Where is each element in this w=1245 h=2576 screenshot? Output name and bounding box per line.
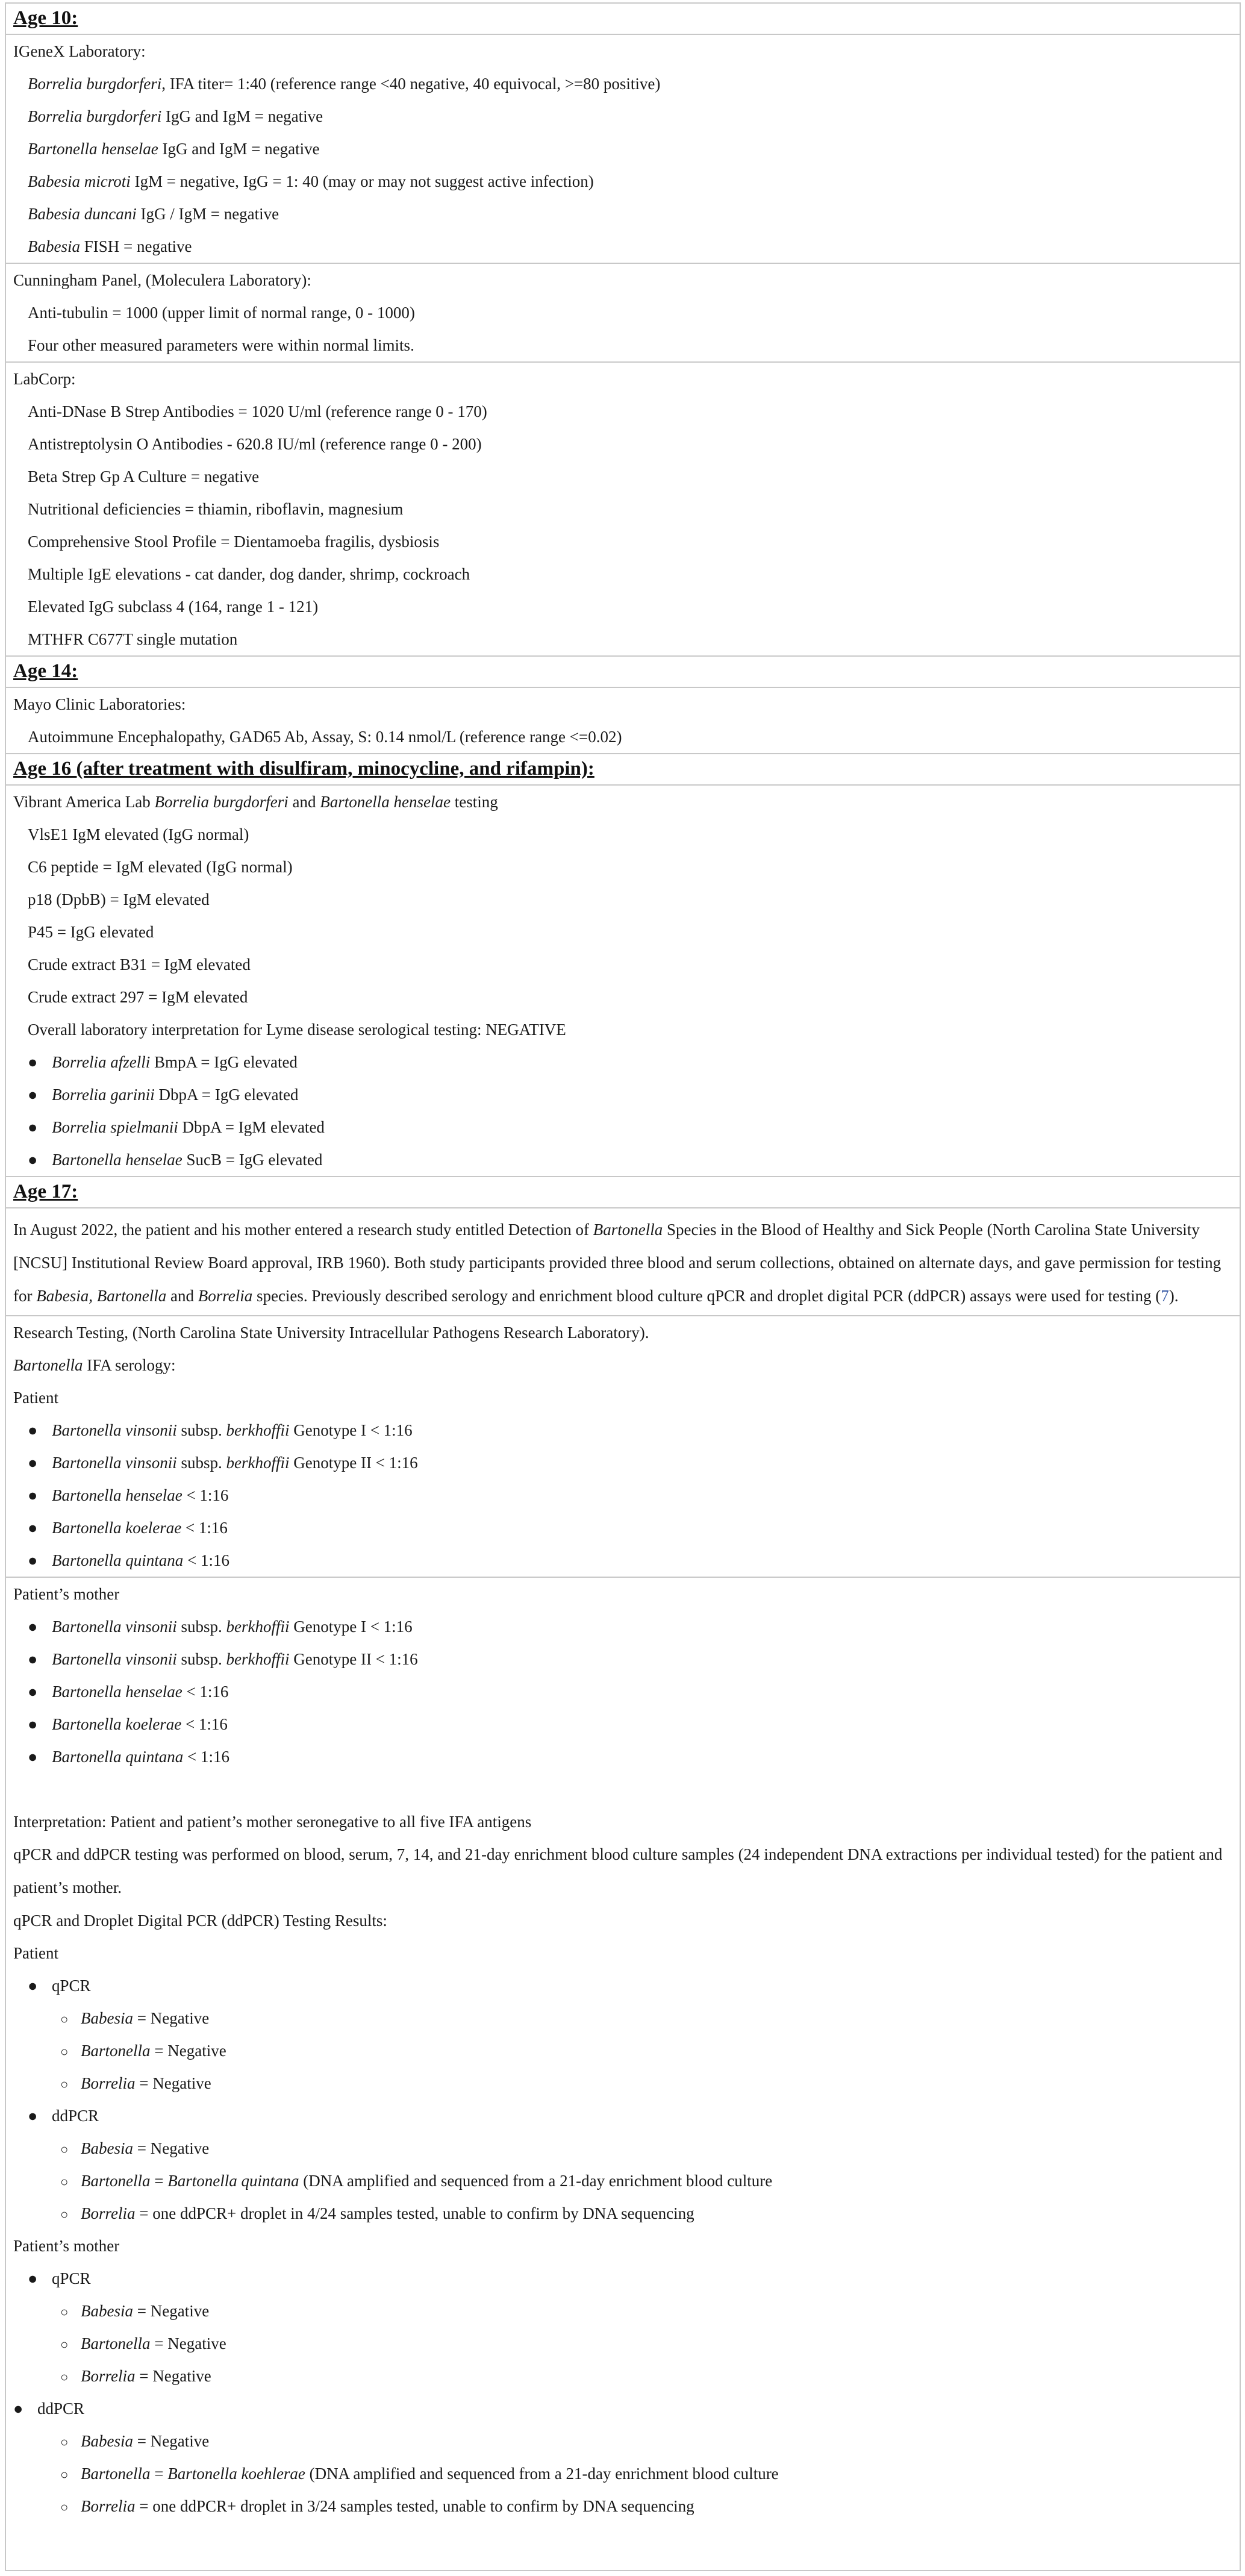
age10-heading: Age 10: [13,7,78,29]
vibrant-line: p18 (DpbB) = IgM elevated [28,890,210,908]
ifa-bullet: ● Bartonella vinsonii subsp. berkhoffii Genotype II < 1:16 [6,1446,1240,1479]
labcorp-line: Antistreptolysin O Antibodies - 620.8 IU/ml (reference range 0 - 200) [28,435,482,453]
ifa-bullet: ● Bartonella henselae < 1:16 [6,1675,1240,1708]
bullet-icon: ● [28,1118,38,1136]
study-paragraph: In August 2022, the patient and his mother entered a research study entitled Detection of Bartonella Species in the Blood of Healthy and Sick People (North Carolina State University [NCSU] Institutional Review Board approval, IRB 1960). Both study participants provided three blood and serum collections, obtained on alternate days, and gave permission for testing for Babesia, Bartonella and Borrelia species. Previously described serology and enrichment blood culture qPCR and droplet digital PCR (ddPCR) assays were used for testing (7). [13,1221,1222,1305]
mayo-title: Mayo Clinic Laboratories: [13,695,186,713]
age10-heading-row [6,4,1240,35]
labcorp-section [6,363,1240,657]
vibrant-bullet: ● Borrelia afzelli BmpA = IgG elevated [6,1046,1240,1078]
result-subitem: ○ Babesia = Negative [6,2295,1240,2327]
vibrant-line: Crude extract 297 = IgM elevated [28,988,248,1006]
ddpcr-bullet: ● ddPCR [6,2099,1240,2132]
lab-results-table [5,2,1241,2571]
bullet-icon: ● [28,1086,38,1104]
vibrant-line: Crude extract B31 = IgM elevated [28,955,251,974]
labcorp-line: Anti-DNase B Strep Antibodies = 1020 U/ml (reference range 0 - 170) [28,402,487,420]
bullet-icon: ● [13,2399,23,2418]
age17-heading-row [6,1177,1240,1208]
patient-label: Patient [13,1944,58,1962]
result-subitem: ○ Borrelia = Negative [6,2067,1240,2099]
research-patient-section [6,1316,1240,1578]
result-subitem: ○ Bartonella = Bartonella koehlerae (DNA amplified and sequenced from a 21-day enrichment blood culture [6,2457,1240,2490]
interpretation: Interpretation: Patient and patient’s mother seronegative to all five IFA antigens [13,1813,532,1831]
igenex-line-3: Bartonella henselae IgG and IgM = negative [28,140,320,158]
circle-bullet-icon: ○ [60,2012,69,2027]
age16-heading: Age 16 (after treatment with disulfiram, minocycline, and rifampin): [13,758,594,780]
vibrant-line: P45 = IgG elevated [28,923,154,941]
bullet-icon: ● [28,1977,38,1995]
circle-bullet-icon: ○ [60,2304,69,2319]
ifa-bullet: ● Bartonella quintana < 1:16 [6,1544,1240,1577]
vibrant-section [6,786,1240,1177]
bullet-icon: ● [28,2107,38,2125]
bullet-icon: ● [28,1421,38,1439]
cunningham-section [6,264,1240,363]
labcorp-title: LabCorp: [13,370,76,388]
bullet-icon: ● [28,1454,38,1472]
result-subitem: ○ Borrelia = one ddPCR+ droplet in 4/24 samples tested, unable to confirm by DNA sequencing [6,2197,1240,2230]
result-subitem: ○ Bartonella = Bartonella quintana (DNA amplified and sequenced from a 21-day enrichment blood culture [6,2165,1240,2197]
labcorp-line: Nutritional deficiencies = thiamin, riboflavin, magnesium [28,500,404,518]
circle-bullet-icon: ○ [60,2174,69,2189]
labcorp-line: Elevated IgG subclass 4 (164, range 1 - 121) [28,598,319,616]
vibrant-bullet: ● Borrelia spielmanii DbpA = IgM elevated [6,1111,1240,1143]
research-mother-section [6,1578,1240,2522]
igenex-line-6: Babesia FISH = negative [28,237,192,255]
bullet-icon: ● [28,1486,38,1504]
mother-label: Patient’s mother [13,2237,120,2255]
bullet-icon: ● [28,1551,38,1569]
labcorp-line: Comprehensive Stool Profile = Dientamoeba fragilis, dysbiosis [28,533,440,551]
circle-bullet-icon: ○ [60,2369,69,2384]
circle-bullet-icon: ○ [60,2142,69,2157]
vibrant-line: VlsE1 IgM elevated (IgG normal) [28,825,249,843]
labcorp-line: MTHFR C677T single mutation [28,630,238,648]
bullet-icon: ● [28,1650,38,1668]
ifa-title: Bartonella IFA serology: [13,1356,176,1374]
circle-bullet-icon: ○ [60,2434,69,2449]
circle-bullet-icon: ○ [60,2207,69,2222]
ifa-bullet: ● Bartonella henselae < 1:16 [6,1479,1240,1512]
vibrant-title: Vibrant America Lab Borrelia burgdorferi and Bartonella henselae testing [13,793,498,811]
results-title: qPCR and Droplet Digital PCR (ddPCR) Testing Results: [13,1912,387,1930]
age17-heading: Age 17: [13,1181,78,1202]
ifa-bullet: ● Bartonella vinsonii subsp. berkhoffii Genotype I < 1:16 [6,1610,1240,1643]
vibrant-line: Overall laboratory interpretation for Lyme disease serological testing: NEGATIVE [28,1021,566,1039]
circle-bullet-icon: ○ [60,2337,69,2352]
age14-heading: Age 14: [13,660,78,682]
cunningham-line-1: Anti-tubulin = 1000 (upper limit of normal range, 0 - 1000) [28,304,415,322]
age14-heading-row [6,657,1240,688]
bullet-icon: ● [28,1748,38,1766]
bullet-icon: ● [28,1618,38,1636]
circle-bullet-icon: ○ [60,2044,69,2059]
patient-label: Patient [13,1389,58,1407]
bullet-icon: ● [28,1715,38,1733]
age16-heading-row [6,754,1240,786]
vibrant-bullet: ● Bartonella henselae SucB = IgG elevated [6,1143,1240,1176]
research-title: Research Testing, (North Carolina State University Intracellular Pathogens Research Laboratory). [13,1324,649,1342]
ifa-bullet: ● Bartonella quintana < 1:16 [6,1740,1240,1773]
igenex-line-5: Babesia duncani IgG / IgM = negative [28,205,279,223]
result-subitem: ○ Bartonella = Negative [6,2327,1240,2360]
ifa-bullet: ● Bartonella vinsonii subsp. berkhoffii Genotype I < 1:16 [6,1414,1240,1446]
ddpcr-bullet: ● ddPCR [6,2392,1240,2425]
bullet-icon: ● [28,1683,38,1701]
cunningham-line-2: Four other measured parameters were within normal limits. [28,336,414,354]
result-subitem: ○ Babesia = Negative [6,2002,1240,2034]
result-subitem: ○ Babesia = Negative [6,2132,1240,2165]
reference-link[interactable]: 7 [1161,1287,1169,1305]
vibrant-bullet: ● Borrelia garinii DbpA = IgG elevated [6,1078,1240,1111]
labcorp-line: Multiple IgE elevations - cat dander, dog dander, shrimp, cockroach [28,565,470,583]
bullet-icon: ● [28,1151,38,1169]
result-subitem: ○ Babesia = Negative [6,2425,1240,2457]
qpcr-bullet: ● qPCR [6,2262,1240,2295]
igenex-line-4: Babesia microti IgM = negative, IgG = 1: 40 (may or may not suggest active infection) [28,172,594,190]
igenex-line-1: Borrelia burgdorferi, IFA titer= 1:40 (reference range <40 negative, 40 equivocal, >=80 positive) [28,75,661,93]
igenex-title: IGeneX Laboratory: [13,42,146,60]
bullet-icon: ● [28,1053,38,1071]
ifa-bullet: ● Bartonella vinsonii subsp. berkhoffii Genotype II < 1:16 [6,1643,1240,1675]
mother-label: Patient’s mother [13,1585,120,1603]
result-subitem: ○ Borrelia = one ddPCR+ droplet in 3/24 samples tested, unable to confirm by DNA sequencing [6,2490,1240,2522]
circle-bullet-icon: ○ [60,2467,69,2482]
bullet-icon: ● [28,2269,38,2287]
qpcr-bullet: ● qPCR [6,1969,1240,2002]
cunningham-title: Cunningham Panel, (Moleculera Laboratory): [13,271,311,289]
igenex-line-2: Borrelia burgdorferi IgG and IgM = negative [28,107,323,125]
spacer [6,1773,1240,1805]
labcorp-line: Beta Strep Gp A Culture = negative [28,467,260,486]
circle-bullet-icon: ○ [60,2499,69,2515]
bullet-icon: ● [28,1519,38,1537]
result-subitem: ○ Borrelia = Negative [6,2360,1240,2392]
igenex-section [6,35,1240,264]
mayo-line-1: Autoimmune Encephalopathy, GAD65 Ab, Assay, S: 0.14 nmol/L (reference range <=0.02) [28,728,622,746]
study-section [6,1208,1240,1316]
qpcr-paragraph: qPCR and ddPCR testing was performed on blood, serum, 7, 14, and 21-day enrichment blood culture samples (24 independent DNA extractions per individual tested) for the patient and patient’s mother. [13,1845,1223,1896]
mayo-section [6,688,1240,754]
ifa-bullet: ● Bartonella koelerae < 1:16 [6,1708,1240,1740]
result-subitem: ○ Bartonella = Negative [6,2034,1240,2067]
circle-bullet-icon: ○ [60,2077,69,2092]
vibrant-line: C6 peptide = IgM elevated (IgG normal) [28,858,293,876]
ifa-bullet: ● Bartonella koelerae < 1:16 [6,1512,1240,1544]
